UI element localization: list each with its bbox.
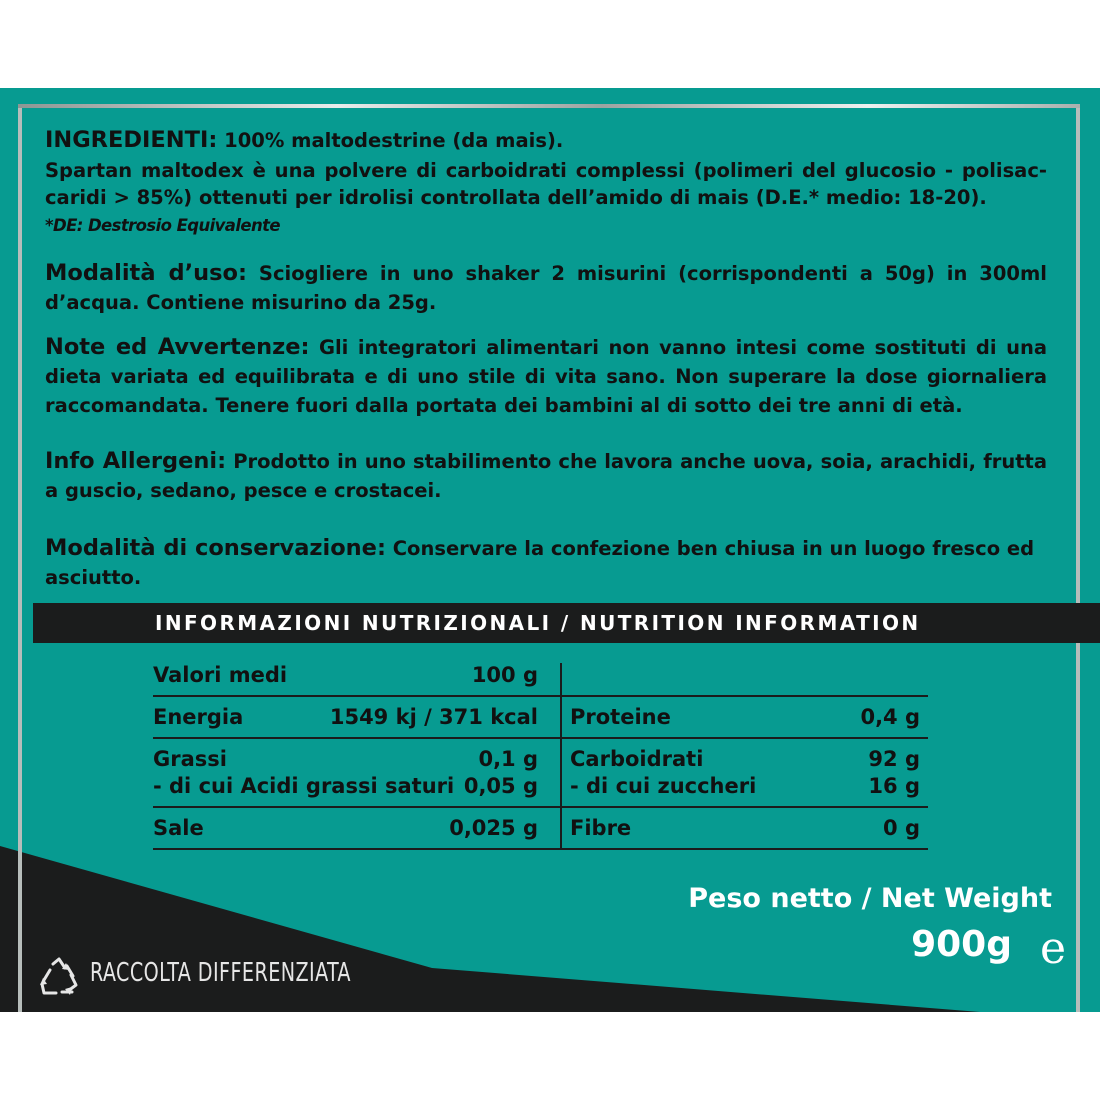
salt-label: Sale xyxy=(153,816,204,840)
ingredients-text: 100% maltodestrine (da mais). xyxy=(217,129,564,152)
allergens-heading: Info Allergeni: xyxy=(45,448,227,474)
energy-label: Energia xyxy=(153,705,244,729)
sugars-label: - di cui zuccheri xyxy=(570,774,757,798)
column-divider xyxy=(560,663,562,850)
fat-label: Grassi xyxy=(153,747,227,771)
fibre-value: 0 g xyxy=(883,816,920,840)
storage-paragraph xyxy=(45,534,1047,592)
saturated-fat-value: 0,05 g xyxy=(463,774,538,798)
product-label xyxy=(0,88,1100,1012)
nutrition-title: INFORMAZIONI NUTRIZIONALI / NUTRITION INFORMATION xyxy=(155,611,921,635)
header-value: 100 g xyxy=(471,663,538,687)
fibre-label: Fibre xyxy=(570,816,632,840)
saturated-fat-label: - di cui Acidi grassi saturi xyxy=(153,774,455,798)
storage-heading: Modalità di conservazione: xyxy=(45,535,386,561)
storage-text: Conservare la confezione ben chiusa in un luogo fresco ed asciutto. xyxy=(45,537,1035,589)
usage-heading: Modalità d’uso: xyxy=(45,260,247,286)
ingredients-description-2: caridi > 85%) ottenuti per idrolisi controllata dell’amido di mais (D.E.* medio: 18-20). xyxy=(45,186,987,209)
fat-value: 0,1 g xyxy=(478,747,538,771)
warnings-text: Gli integratori alimentari non vanno intesi come sostituti di una dieta variata ed equilibrata e di uno stile di vita sano. Non superare la dose giornaliera raccomandata. Tenere fuori dalla portata dei bambini al di sotto dei tre anni di età. xyxy=(45,336,1047,417)
ingredients-line xyxy=(45,126,563,155)
warnings-heading: Note ed Avvertenze: xyxy=(45,334,310,360)
sugars-value: 16 g xyxy=(868,774,920,798)
protein-value: 0,4 g xyxy=(860,705,920,729)
recycle-icon xyxy=(38,956,80,998)
carbs-label: Carboidrati xyxy=(570,747,704,771)
net-weight-title: Peso netto / Net Weight xyxy=(688,883,1052,914)
energy-value: 1549 kj / 371 kcal xyxy=(329,705,538,729)
protein-label: Proteine xyxy=(570,705,671,729)
row-divider xyxy=(153,806,928,808)
ingredients-heading: INGREDIENTI: xyxy=(45,127,218,153)
table-bottom-line xyxy=(153,848,928,850)
estimated-e-mark: e xyxy=(1039,923,1066,974)
de-footnote: *DE: Destrosio Equivalente xyxy=(45,216,281,235)
allergens-paragraph xyxy=(45,447,1047,505)
net-weight-value: 900g xyxy=(911,924,1012,965)
usage-paragraph xyxy=(45,259,1047,317)
ingredients-description-1: Spartan maltodex è una polvere di carboidrati complessi (polimeri del glucosio - polisac- xyxy=(45,159,1047,182)
header-label: Valori medi xyxy=(153,663,288,687)
carbs-value: 92 g xyxy=(868,747,920,771)
warnings-paragraph xyxy=(45,333,1047,420)
row-divider xyxy=(153,695,928,697)
row-divider xyxy=(153,737,928,739)
usage-text: Sciogliere in uno shaker 2 misurini (corrispondenti a 50g) in 300ml d’acqua. Contiene misurino da 25g. xyxy=(45,262,1047,314)
salt-value: 0,025 g xyxy=(449,816,538,840)
allergens-text: Prodotto in uno stabilimento che lavora anche uova, soia, arachidi, frutta a guscio, sedano, pesce e crostacei. xyxy=(45,450,1048,502)
recycling-text: RACCOLTA DIFFERENZIATA xyxy=(90,958,351,988)
